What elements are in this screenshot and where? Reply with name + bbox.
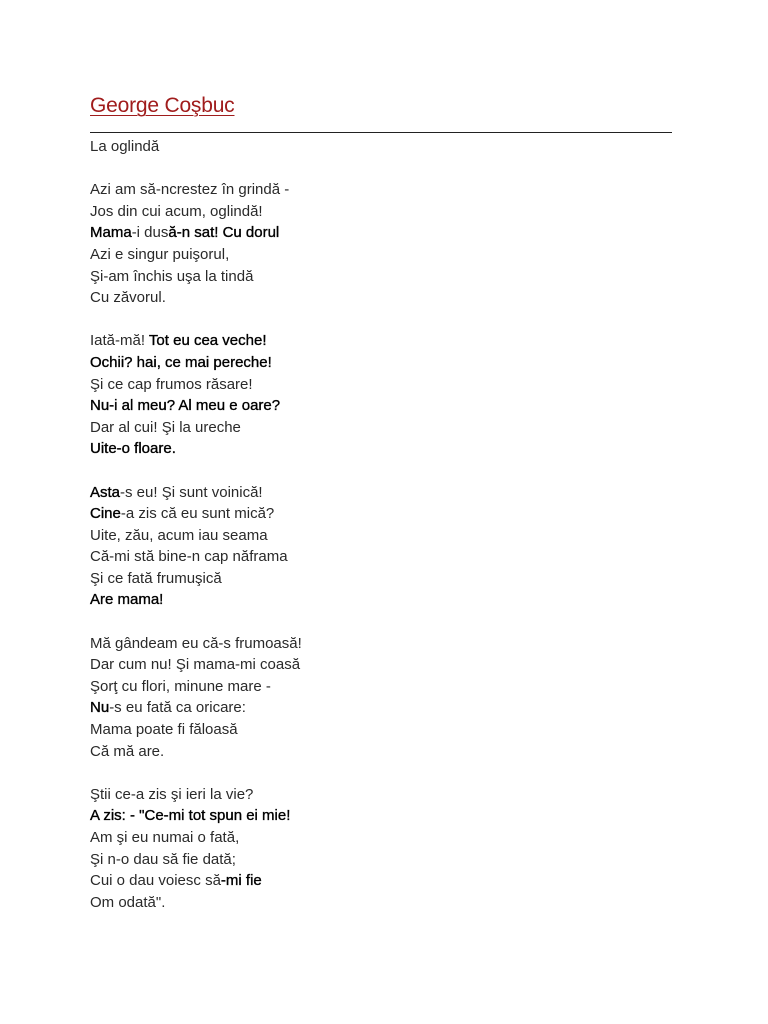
line-segment: -i dus (131, 224, 169, 242)
poem-line (90, 179, 672, 201)
document-page (90, 92, 672, 913)
poem-line (90, 805, 672, 827)
poem-line (90, 266, 672, 288)
poem-line (90, 589, 672, 611)
stanza (90, 482, 672, 612)
stanza (90, 330, 672, 460)
poem-line (90, 352, 672, 374)
line-segment: Cine (90, 505, 121, 523)
line-segment: Tot eu cea veche! (148, 332, 267, 350)
line-segment: Dar al cui! Şi la ureche (90, 418, 241, 436)
line-segment: Azi am să-ncrestez în grindă - (90, 181, 290, 199)
line-segment: Că mă are. (90, 742, 165, 760)
poem-line (90, 849, 672, 871)
poem-line (90, 546, 672, 568)
line-segment: Om odată". (90, 893, 166, 911)
horizontal-rule (90, 132, 672, 133)
line-segment: Am şi eu numai o fată, (90, 829, 240, 846)
line-segment: Şi-am închis uşa la tindă (90, 267, 254, 285)
line-segment: Jos din cui acum, oglindă! (90, 202, 263, 220)
poem-line (90, 374, 672, 396)
line-segment: Că-mi stă bine-n cap năframa (90, 548, 288, 566)
line-segment: A zis: - "Ce-mi tot spun ei mie! (90, 807, 291, 825)
line-segment: -s eu! Şi sunt voinică! (120, 483, 263, 501)
poem-body (90, 179, 672, 913)
poem-line (90, 395, 672, 417)
line-segment: Azi e singur puişorul, (90, 245, 230, 263)
poem-line (90, 870, 672, 892)
poem-line (90, 654, 672, 676)
line-segment: Dar cum nu! Şi mama-mi coasă (90, 656, 301, 674)
poem-line (90, 633, 672, 655)
poem-line (90, 482, 672, 504)
line-segment: Uite-o floare. (90, 440, 176, 458)
poem-line (90, 525, 672, 547)
line-segment: -mi fie (220, 872, 262, 890)
poem-line (90, 330, 672, 352)
line-segment: -s eu fată ca oricare: (109, 699, 246, 717)
poem-line (90, 438, 672, 460)
line-segment: Cui o dau voiesc să (90, 872, 221, 890)
line-segment: Uite, zău, acum iau seama (90, 526, 268, 544)
line-segment: Şi n-o dau să fie dată; (90, 850, 236, 868)
stanza (90, 179, 672, 309)
poem-line (90, 719, 672, 741)
line-segment: Ochii? hai, ce mai pereche! (90, 353, 272, 371)
line-segment: Ştii ce-a zis şi ieri la vie? (90, 785, 254, 803)
line-segment: Şorţ cu flori, minune mare - (90, 677, 271, 695)
poem-line (90, 417, 672, 439)
stanza (90, 784, 672, 914)
poem-line (90, 287, 672, 309)
poem-line (90, 827, 672, 849)
poem-line (90, 503, 672, 525)
line-segment: Mă gândeam eu că-s frumoasă! (90, 634, 302, 652)
poem-title: La oglindă (90, 138, 160, 155)
line-segment: Şi ce fată frumuşică (90, 569, 222, 587)
line-segment: Mama poate fi făloasă (90, 721, 238, 739)
line-segment: Şi ce cap frumos răsare! (90, 375, 253, 393)
poem-line (90, 244, 672, 266)
poem-line (90, 892, 672, 914)
poem-line (90, 741, 672, 763)
author-title[interactable]: George Coşbuc (90, 94, 235, 117)
line-segment: -a zis că eu sunt mică? (120, 505, 275, 523)
line-segment: Iată-mă! (90, 332, 149, 350)
line-segment: Mama (90, 224, 132, 242)
poem-line (90, 222, 672, 244)
line-segment: Asta (90, 483, 121, 501)
line-segment: ă-n sat! Cu dorul (168, 224, 280, 242)
line-segment: Are mama! (90, 591, 164, 609)
poem-line (90, 676, 672, 698)
poem-line (90, 784, 672, 806)
line-segment: Nu-i al meu? Al meu e oare? (90, 397, 281, 415)
poem-line (90, 568, 672, 590)
line-segment: Cu zăvorul. (90, 289, 166, 307)
stanza (90, 633, 672, 763)
line-segment: Nu (90, 699, 110, 717)
poem-line (90, 201, 672, 223)
poem-line (90, 697, 672, 719)
